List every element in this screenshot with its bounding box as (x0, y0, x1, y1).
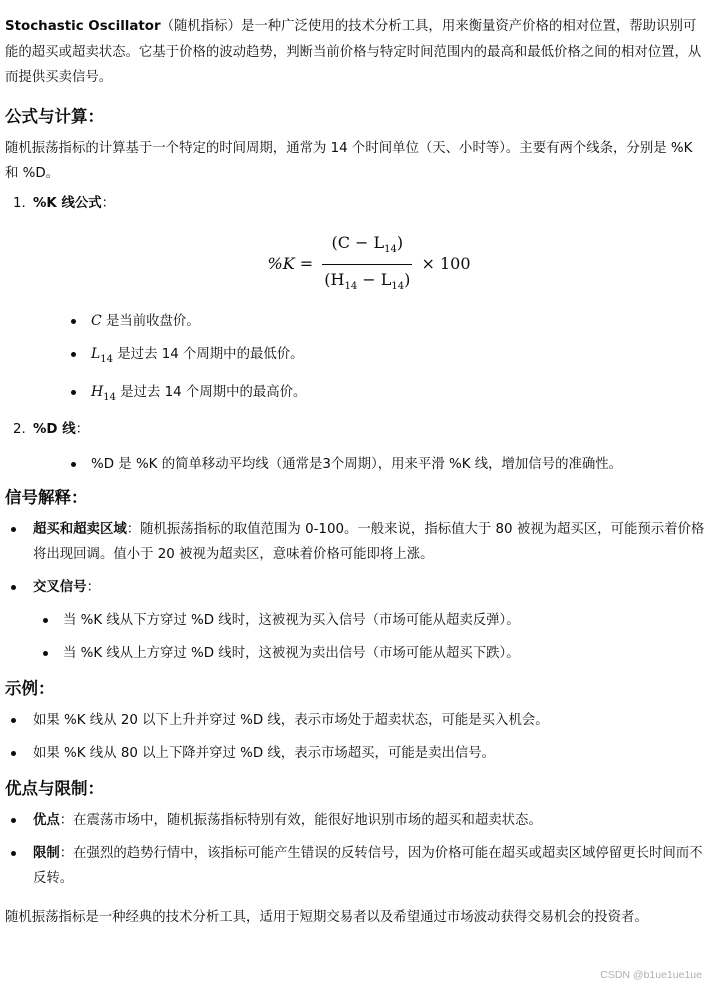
list-item-cross: 交叉信号： 当 %K 线从下方穿过 %D 线时，这被视为买入信号（市场可能从超卖反弹）。 当 %K 线从上方穿过 %D 线时，这被视为卖出信号（市场可能从超买下跌）。 (5, 575, 705, 666)
closing-paragraph: 随机振荡指标是一种经典的技术分析工具，适用于短期交易者以及希望通过市场波动获得交易机会的投资者。 (5, 910, 648, 926)
list-item: C 是当前收盘价。 (63, 309, 705, 334)
bullet-dot (11, 718, 16, 723)
k-variable-list (33, 309, 705, 410)
list-item: %D 是 %K 的简单移动平均线（通常是3个周期），用来平滑 %K 线，增加信号的准确性。 (63, 452, 705, 477)
pros-cons-list (5, 808, 705, 891)
list-item-limitation: 限制：在强烈的趋势行情中，该指标可能产生错误的反转信号，因为价格可能在超买或超卖区域停留更长时间而不反转。 (5, 841, 705, 891)
intro-term: Stochastic Oscillator (5, 19, 161, 34)
bullet-dot (71, 319, 76, 324)
example-list (5, 708, 705, 766)
formula-list (5, 191, 705, 478)
formula-lhs: %K = (267, 253, 314, 273)
list-item: 如果 %K 线从 80 以上下降并穿过 %D 线，表示市场超买，可能是卖出信号。 (5, 741, 705, 766)
bullet-dot (71, 462, 76, 467)
example-heading: 示例： (5, 679, 55, 699)
bullet-dot (11, 585, 16, 590)
list-item-k-formula: 1. %K 线公式： %K = $\frac{(C - L_{14})}{(H_{14} - L_{14})}$ × 100 C 是当前收盘价。 $L_{14}$ 是过去 14 个周期中的最低价。 $H_{14}$ 是过去 14 个周期中的最高价。 (5, 191, 705, 410)
list-number: 2. (13, 422, 26, 438)
bullet-dot (11, 527, 16, 532)
list-item: 当 %K 线从上方穿过 %D 线时，这被视为卖出信号（市场可能从超买下跌）。 (35, 641, 705, 666)
k-formula (33, 230, 705, 299)
formula-denominator: $(H_{14} - L_{14})$ (324, 269, 411, 292)
list-item-d-line: 2. %D 线： %D 是 %K 的简单移动平均线（通常是3个周期），用来平滑 %K 线，增加信号的准确性。 (5, 417, 705, 477)
bullet-dot (71, 352, 76, 357)
cross-signal-list (33, 608, 705, 666)
list-item-overbought: 超买和超卖区域：随机振荡指标的取值范围为 0-100。一般来说，指标值大于 80 被视为超买区，可能预示着价格将出现回调。值小于 20 被视为超卖区，意味着价格可能即将上涨。 (5, 517, 705, 567)
formula-numerator: $(C - L_{14})$ (322, 230, 412, 265)
article (5, 14, 705, 931)
d-line-list (33, 452, 705, 477)
list-item: $L_{14}$ 是过去 14 个周期中的最低价。 (63, 342, 705, 372)
formula-heading: 公式与计算： (5, 106, 104, 126)
list-item: 如果 %K 线从 20 以下上升并穿过 %D 线，表示市场处于超卖状态，可能是买入机会。 (5, 708, 705, 733)
intro-text: （随机指标）是一种广泛使用的技术分析工具，用来衡量资产价格的相对位置，帮助识别可能的超买或超卖状态。它基于价格的波动趋势，判断当前价格与特定时间范围内的最高和最低价格之间的相对位置，从而提供买卖信号。 (5, 19, 702, 85)
bullet-dot (11, 751, 16, 756)
bullet-dot (71, 390, 76, 395)
list-item: 当 %K 线从下方穿过 %D 线时，这被视为买入信号（市场可能从超卖反弹）。 (35, 608, 705, 633)
signals-heading: 信号解释： (5, 488, 88, 508)
list-item-advantage: 优点：在震荡市场中，随机振荡指标特别有效，能很好地识别市场的超买和超卖状态。 (5, 808, 705, 833)
bullet-dot (43, 618, 48, 623)
bullet-dot (43, 651, 48, 656)
formula-description: 随机振荡指标的计算基于一个特定的时间周期，通常为 14 个时间单位（天、小时等）。主要有两个线条，分别是 %K 和 %D。 (5, 140, 693, 181)
formula-fraction (322, 230, 412, 299)
intro-paragraph (5, 14, 705, 91)
bullet-dot (11, 818, 16, 823)
formula-multiplier: × 100 (421, 253, 471, 273)
watermark: CSDN @b1ue1ue1ue (600, 969, 702, 981)
d-line-title: %D 线 (33, 422, 76, 438)
list-item: $H_{14}$ 是过去 14 个周期中的最高价。 (63, 380, 705, 410)
pros-cons-heading: 优点与限制： (5, 779, 104, 799)
signals-list (5, 517, 705, 666)
k-formula-title: %K 线公式 (33, 195, 102, 211)
bullet-dot (11, 851, 16, 856)
list-number: 1. (13, 195, 26, 211)
